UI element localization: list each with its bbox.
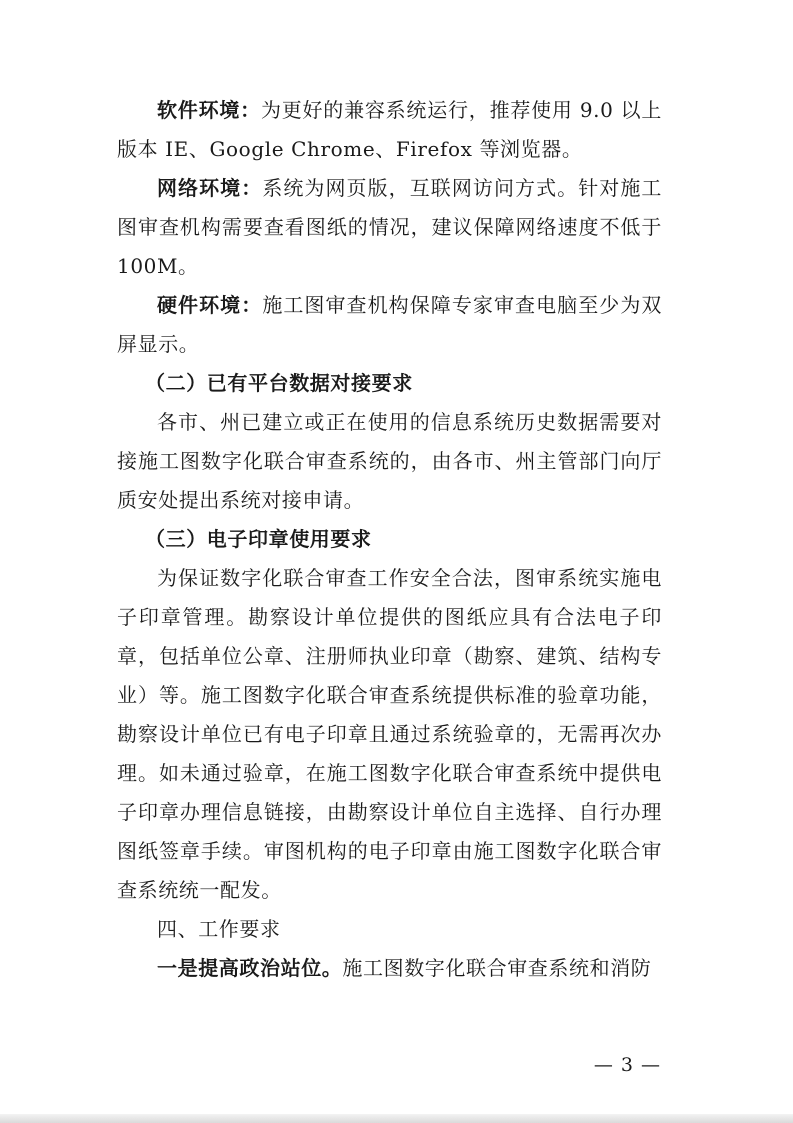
paragraph-label: 硬件环境： [157, 293, 263, 317]
paragraph-political-stance [117, 949, 662, 988]
document-body [117, 91, 662, 988]
paragraph-data-integration [117, 403, 662, 520]
paragraph-label: 一是提高政治站位。 [157, 956, 343, 980]
paragraph-text: 施工图数字化联合审查系统和消防 [342, 956, 652, 980]
heading-platform-data-integration: （二）已有平台数据对接要求 [145, 371, 413, 395]
paragraph-text: 为更好的兼容系统运行，推荐使用 9.0 以上版本 IE、Google Chrome、Firefox 等浏览器。 [117, 98, 662, 161]
paragraph-text: 施工图审查机构保障专家审查电脑至少为双屏显示。 [117, 293, 663, 356]
paragraph-text: 系统为网页版，互联网访问方式。针对施工图审查机构需要查看图纸的情况，建议保障网络速度不低于 100M。 [117, 176, 663, 278]
paragraph-text: 各市、州已建立或正在使用的信息系统历史数据需要对接施工图数字化联合审查系统的，由各市、州主管部门向厅质安处提出系统对接申请。 [117, 410, 662, 512]
page-number: — 3 — [593, 1054, 661, 1076]
paragraph-electronic-seal [117, 559, 662, 910]
scan-bottom-edge [0, 1114, 793, 1123]
paragraph-network-environment [117, 169, 662, 286]
heading-work-requirements: 四、工作要求 [157, 917, 281, 941]
paragraph-label: 网络环境： [157, 176, 263, 200]
paragraph-hardware-environment [117, 286, 662, 364]
heading-electronic-seal: （三）电子印章使用要求 [145, 527, 372, 551]
paragraph-software-environment [117, 91, 662, 169]
paragraph-label: 软件环境： [157, 98, 261, 122]
paragraph-text: 为保证数字化联合审查工作安全合法，图审系统实施电子印章管理。勘察设计单位提供的图纸应具有合法电子印章，包括单位公章、注册师执业印章（勘察、建筑、结构专业）等。施工图数字化联合审查系统提供标准的验章功能，勘察设计单位已有电子印章且通过系统验章的，无需再次办理。如未通过验章，在施工图数字化联合审查系统中提供电子印章办理信息链接，由勘察设计单位自主选择、自行办理图纸签章手续。审图机构的电子印章由施工图数字化联合审查系统统一配发。 [117, 566, 662, 902]
